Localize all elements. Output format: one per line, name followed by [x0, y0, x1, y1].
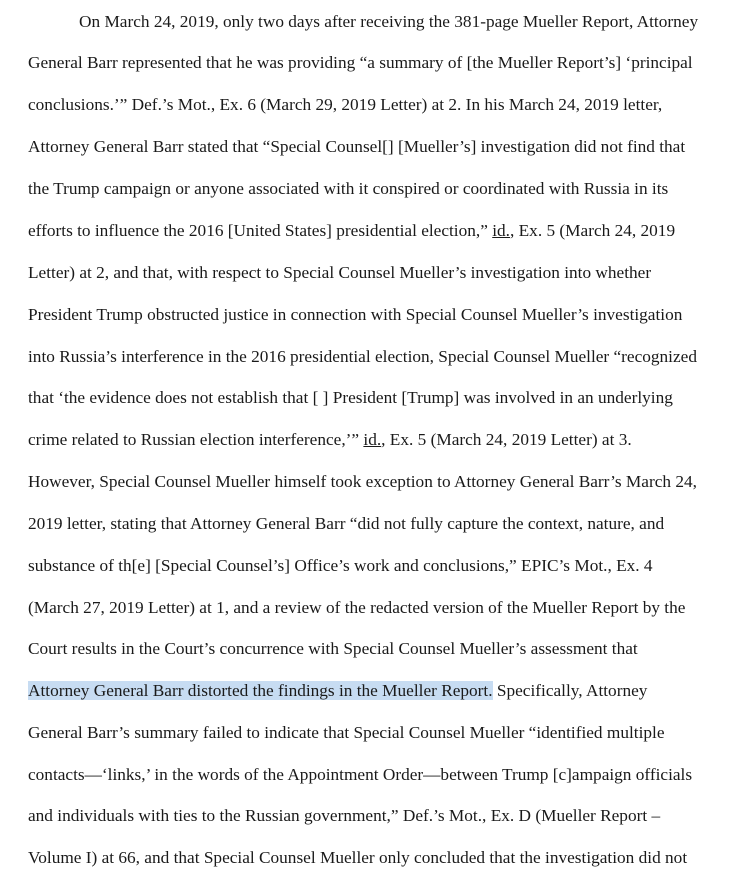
text-line: General Barr’s summary failed to indicate that Special Counsel Mueller “identified multiple: [28, 723, 665, 742]
text-line: Volume I) at 66, and that Special Counsel Mueller only concluded that the investigation did not: [28, 848, 688, 867]
text-line: Letter) at 2, and that, with respect to Special Counsel Mueller’s investigation into whether: [28, 263, 652, 282]
text-line: President Trump obstructed justice in connection with Special Counsel Mueller’s investigation: [28, 305, 683, 324]
text-line: [28, 220, 675, 242]
text-line: (March 27, 2019 Letter) at 1, and a review of the redacted version of the Mueller Report by the: [28, 598, 686, 617]
text-line: However, Special Counsel Mueller himself took exception to Attorney General Barr’s March 24,: [28, 472, 697, 491]
text-line: and individuals with ties to the Russian government,” Def.’s Mot., Ex. D (Mueller Report –: [28, 806, 661, 825]
text-line: substance of th[e] [Special Counsel’s] Office’s work and conclusions,” EPIC’s Mot., Ex. 4: [28, 556, 653, 575]
text-line: Court results in the Court’s concurrence with Special Counsel Mueller’s assessment that: [28, 639, 638, 658]
text-line: On March 24, 2019, only two days after receiving the 381-page Mueller Report, Attorney: [79, 12, 699, 31]
text-line: that ‘the evidence does not establish that [ ] President [Trump] was involved in an underlying: [28, 388, 673, 407]
text-line: conclusions.’” Def.’s Mot., Ex. 6 (March 29, 2019 Letter) at 2. In his March 24, 2019 letter,: [28, 95, 663, 114]
citation-id: id.: [363, 430, 382, 449]
citation-id: id.: [492, 221, 510, 240]
text-segment: , Ex. 5 (March 24, 2019 Letter) at 3.: [381, 430, 632, 449]
text-line: 2019 letter, stating that Attorney General Barr “did not fully capture the context, nature, and: [28, 514, 665, 533]
text-line: General Barr represented that he was providing “a summary of [the Mueller Report’s] ‘principal: [28, 53, 693, 72]
highlighted-text[interactable]: Attorney General Barr distorted the findings in the Mueller Report.: [28, 681, 493, 700]
text-line: Attorney General Barr stated that “Special Counsel[] [Mueller’s] investigation did not find that: [28, 137, 686, 156]
text-line: [28, 680, 647, 702]
text-line: contacts—‘links,’ in the words of the Appointment Order—between Trump [c]ampaign officials: [28, 765, 693, 784]
text-segment: , Ex. 5 (March 24, 2019: [509, 221, 676, 240]
text-line: into Russia’s interference in the 2016 presidential election, Special Counsel Mueller “recognized: [28, 347, 697, 366]
text-line: the Trump campaign or anyone associated with it conspired or coordinated with Russia in its: [28, 179, 669, 198]
text-line: [28, 429, 632, 451]
text-segment: crime related to Russian election interference,’”: [28, 430, 364, 449]
text-segment: efforts to influence the 2016 [United States] presidential election,”: [28, 221, 493, 240]
text-segment: Specifically, Attorney: [492, 681, 648, 700]
